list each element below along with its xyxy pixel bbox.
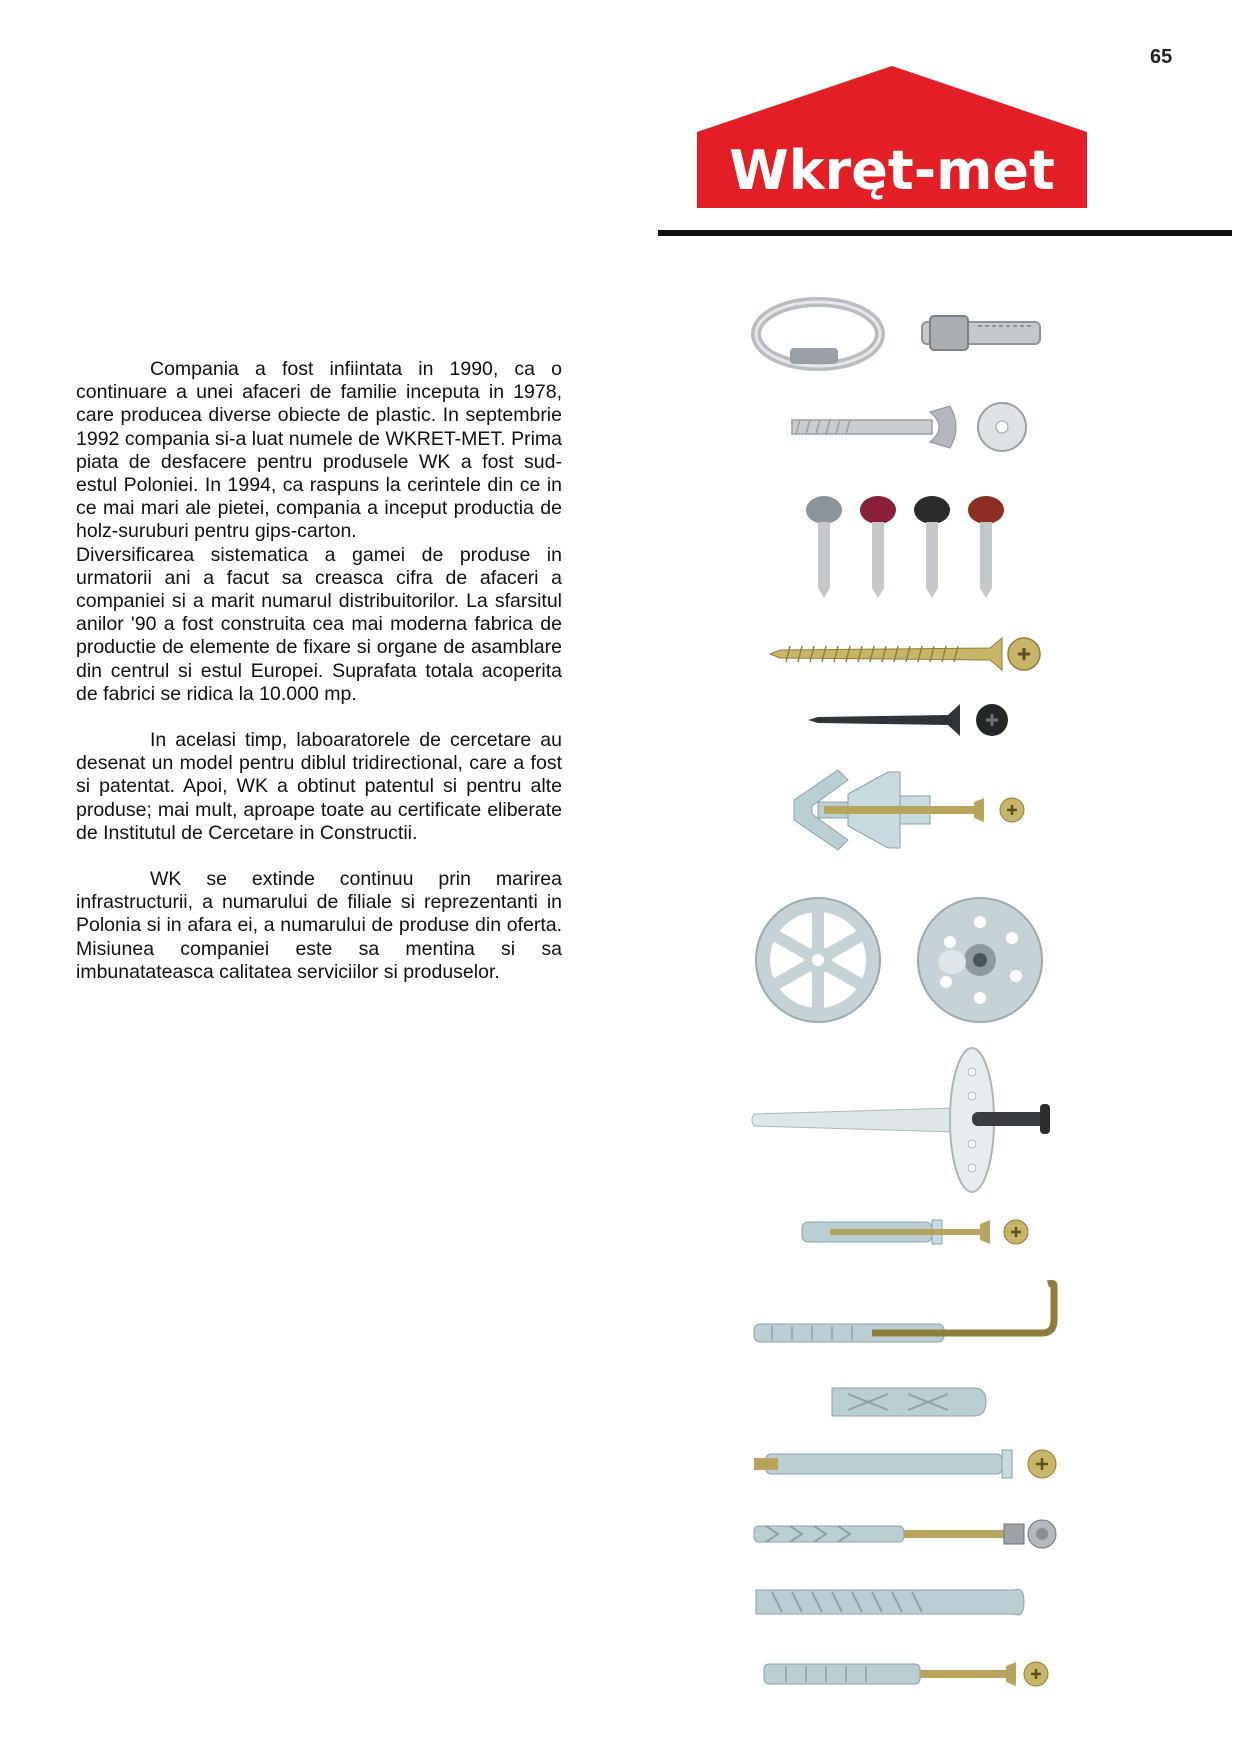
wood-screw-icon	[770, 632, 1040, 676]
frame-fixing-icon	[752, 1442, 1062, 1486]
carriage-bolt-icon	[790, 398, 1040, 458]
paragraph-history: Compania a fost infiintata in 1990, ca o continuare a unei afaceri de familie inceputa in 1978, care producea diverse obiecte de plastic. In septembrie 1992 compania si-a luat numele de WKRET-MET. Prima piata de desfacere pentru produsele WK a fost sud-estul Poloniei. In 1994, ca raspuns la cerintele din ce in ce mai mari ale pietei, compania a inceput productia de holz-suruburi pentru gips-carton.	[76, 358, 562, 543]
frame-fixing-hex-icon	[752, 1514, 1062, 1554]
product-images	[740, 280, 1080, 1680]
roofing-screws-icon	[798, 490, 1028, 600]
insulation-dowel-icon	[750, 1040, 1060, 1190]
paragraph-research: In acelasi timp, laboaratorele de cercetare au desenat un model pentru diblul tridirectional, care a fost si patentat. Apoi, WK a obtinut patentul si pentru alte produse; mai mult, aproape toate au certificate eliberate de Institutul de Cercetare in Constructii.	[76, 729, 562, 844]
insulation-washers-icon	[750, 892, 1050, 1032]
page-number: 65	[1150, 46, 1173, 68]
long-nylon-plug-icon	[752, 1580, 1042, 1624]
drywall-screw-icon	[808, 700, 1008, 740]
plasterboard-anchor-icon	[788, 760, 1028, 860]
company-description	[76, 358, 562, 984]
brand-logo	[697, 66, 1087, 208]
header-divider	[658, 230, 1232, 236]
hose-clamp-icon	[750, 292, 1050, 382]
logo-text: Wkręt-met	[729, 139, 1055, 202]
expansion-plug-icon	[828, 1380, 988, 1424]
plug-with-hook-icon	[752, 1280, 1062, 1356]
paragraph-mission: WK se extinde continuu prin marirea infrastructurii, a numarului de filiale si reprezentanti in Polonia si in afara ei, a numarului de produse din oferta. Misiunea companiei este sa mentina si sa imbunatateasca calitatea serviciilor si produselor.	[76, 868, 562, 983]
hammer-fixing-icon	[762, 1654, 1052, 1694]
plug-with-screw-icon	[800, 1212, 1030, 1252]
paragraph-growth: Diversificarea sistematica a gamei de produse in urmatorii ani a facut sa creasca cifra de afaceri a companiei si a marit numarul distribuitorilor. La sfarsitul anilor '90 a fost construita cea mai moderna fabrica de productie de elemente de fixare si organe de asamblare din centrul si estul Europei. Suprafata totala acoperita de fabrici se ridica la 10.000 mp.	[76, 543, 562, 705]
